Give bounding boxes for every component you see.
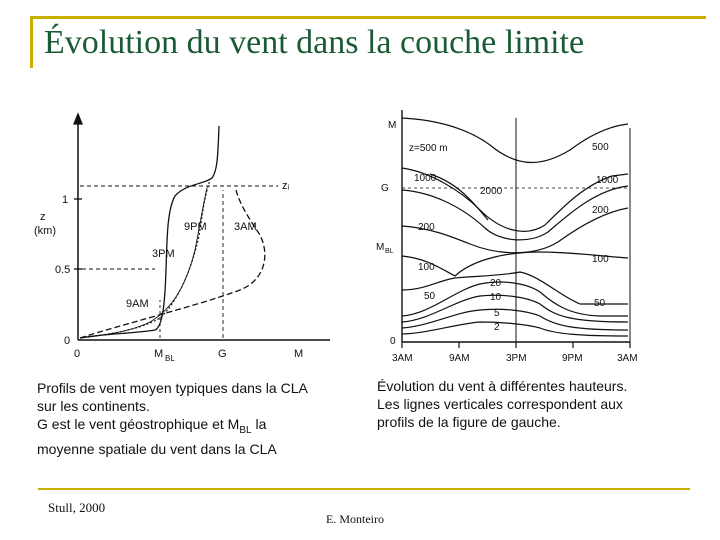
clabel-100-right: 100	[592, 254, 609, 265]
left-xtick-g: G	[218, 348, 227, 360]
right-xtick-label-1: 3AM	[392, 353, 413, 364]
clabel-2: 2	[494, 322, 500, 333]
clabel-1000-left: 1000	[414, 173, 437, 184]
label-3am: 3AM	[234, 221, 257, 233]
label-3pm: 3PM	[152, 248, 175, 260]
profile-9am	[80, 188, 207, 338]
caption-right	[377, 377, 697, 431]
left-ylabel: z	[40, 211, 46, 223]
clabel-200-right: 200	[592, 205, 609, 216]
clabel-200-left: 200	[418, 222, 435, 233]
left-xtick-m: M	[154, 348, 164, 360]
profile-3am	[80, 190, 265, 338]
right-xtick-label-3: 3PM	[506, 353, 527, 364]
right-xtick-label-2: 9AM	[449, 353, 470, 364]
caption-left	[37, 379, 367, 458]
right-xtick-label-5: 3AM	[617, 353, 638, 364]
profile-9pm	[80, 180, 210, 338]
left-ytick-label-1: 1	[62, 194, 69, 206]
caption-left-line3	[37, 415, 367, 440]
clabel-20: 20	[490, 278, 502, 289]
caption-left-line1: Profils de vent moyen typiques dans la CLA	[37, 380, 308, 396]
zi-label: zᵢ	[282, 180, 290, 192]
left-ytick-label-05: 0.5	[55, 264, 71, 276]
caption-left-line3sub: BL	[239, 424, 252, 436]
footer-source: Stull, 2000	[48, 500, 106, 515]
right-ytick-m: M	[388, 120, 397, 131]
right-annotation: z=500 m	[409, 143, 448, 154]
left-ylabel-unit: (km)	[34, 225, 56, 237]
label-9pm: 9PM	[184, 221, 207, 233]
caption-left-line3a: G est le vent géostrophique et M	[37, 416, 240, 432]
clabel-100-left: 100	[418, 262, 435, 273]
clabel-500: 500	[592, 142, 609, 153]
caption-left-line4: moyenne spatiale du vent dans la CLA	[37, 440, 277, 457]
curve-1000-right	[430, 174, 488, 220]
clabel-2000: 2000	[480, 186, 503, 197]
left-y-arrow	[74, 114, 82, 124]
left-xtick-0: 0	[74, 348, 81, 360]
caption-left-line3b: la	[251, 416, 267, 432]
footer-author: E. Monteiro	[326, 512, 384, 526]
slide-title: Évolution du vent dans la couche limite	[44, 24, 585, 61]
left-ytick-label-0: 0	[64, 335, 71, 347]
right-ytick-g: G	[381, 183, 389, 194]
caption-right-line1: Évolution du vent à différentes hauteurs.	[377, 378, 628, 394]
right-ytick-0: 0	[390, 336, 396, 347]
right-ytick-bl: BL	[385, 248, 394, 255]
left-xtick-bl: BL	[165, 354, 175, 363]
clabel-5: 5	[494, 308, 500, 319]
clabel-50-left: 50	[424, 291, 436, 302]
caption-right-line3: profils de la figure de gauche.	[377, 414, 561, 430]
curve-500-top	[402, 118, 628, 163]
right-ytick-mbl: M	[376, 242, 385, 253]
clabel-10: 10	[490, 292, 502, 303]
right-xtick-label-4: 9PM	[562, 353, 583, 364]
clabel-1000-right: 1000	[596, 175, 619, 186]
label-9am: 9AM	[126, 298, 149, 310]
caption-right-line2: Les lignes verticales correspondent aux	[377, 396, 623, 412]
left-xtick-m2: M	[294, 348, 304, 360]
caption-left-line2: sur les continents.	[37, 398, 150, 414]
clabel-50-right: 50	[594, 298, 606, 309]
